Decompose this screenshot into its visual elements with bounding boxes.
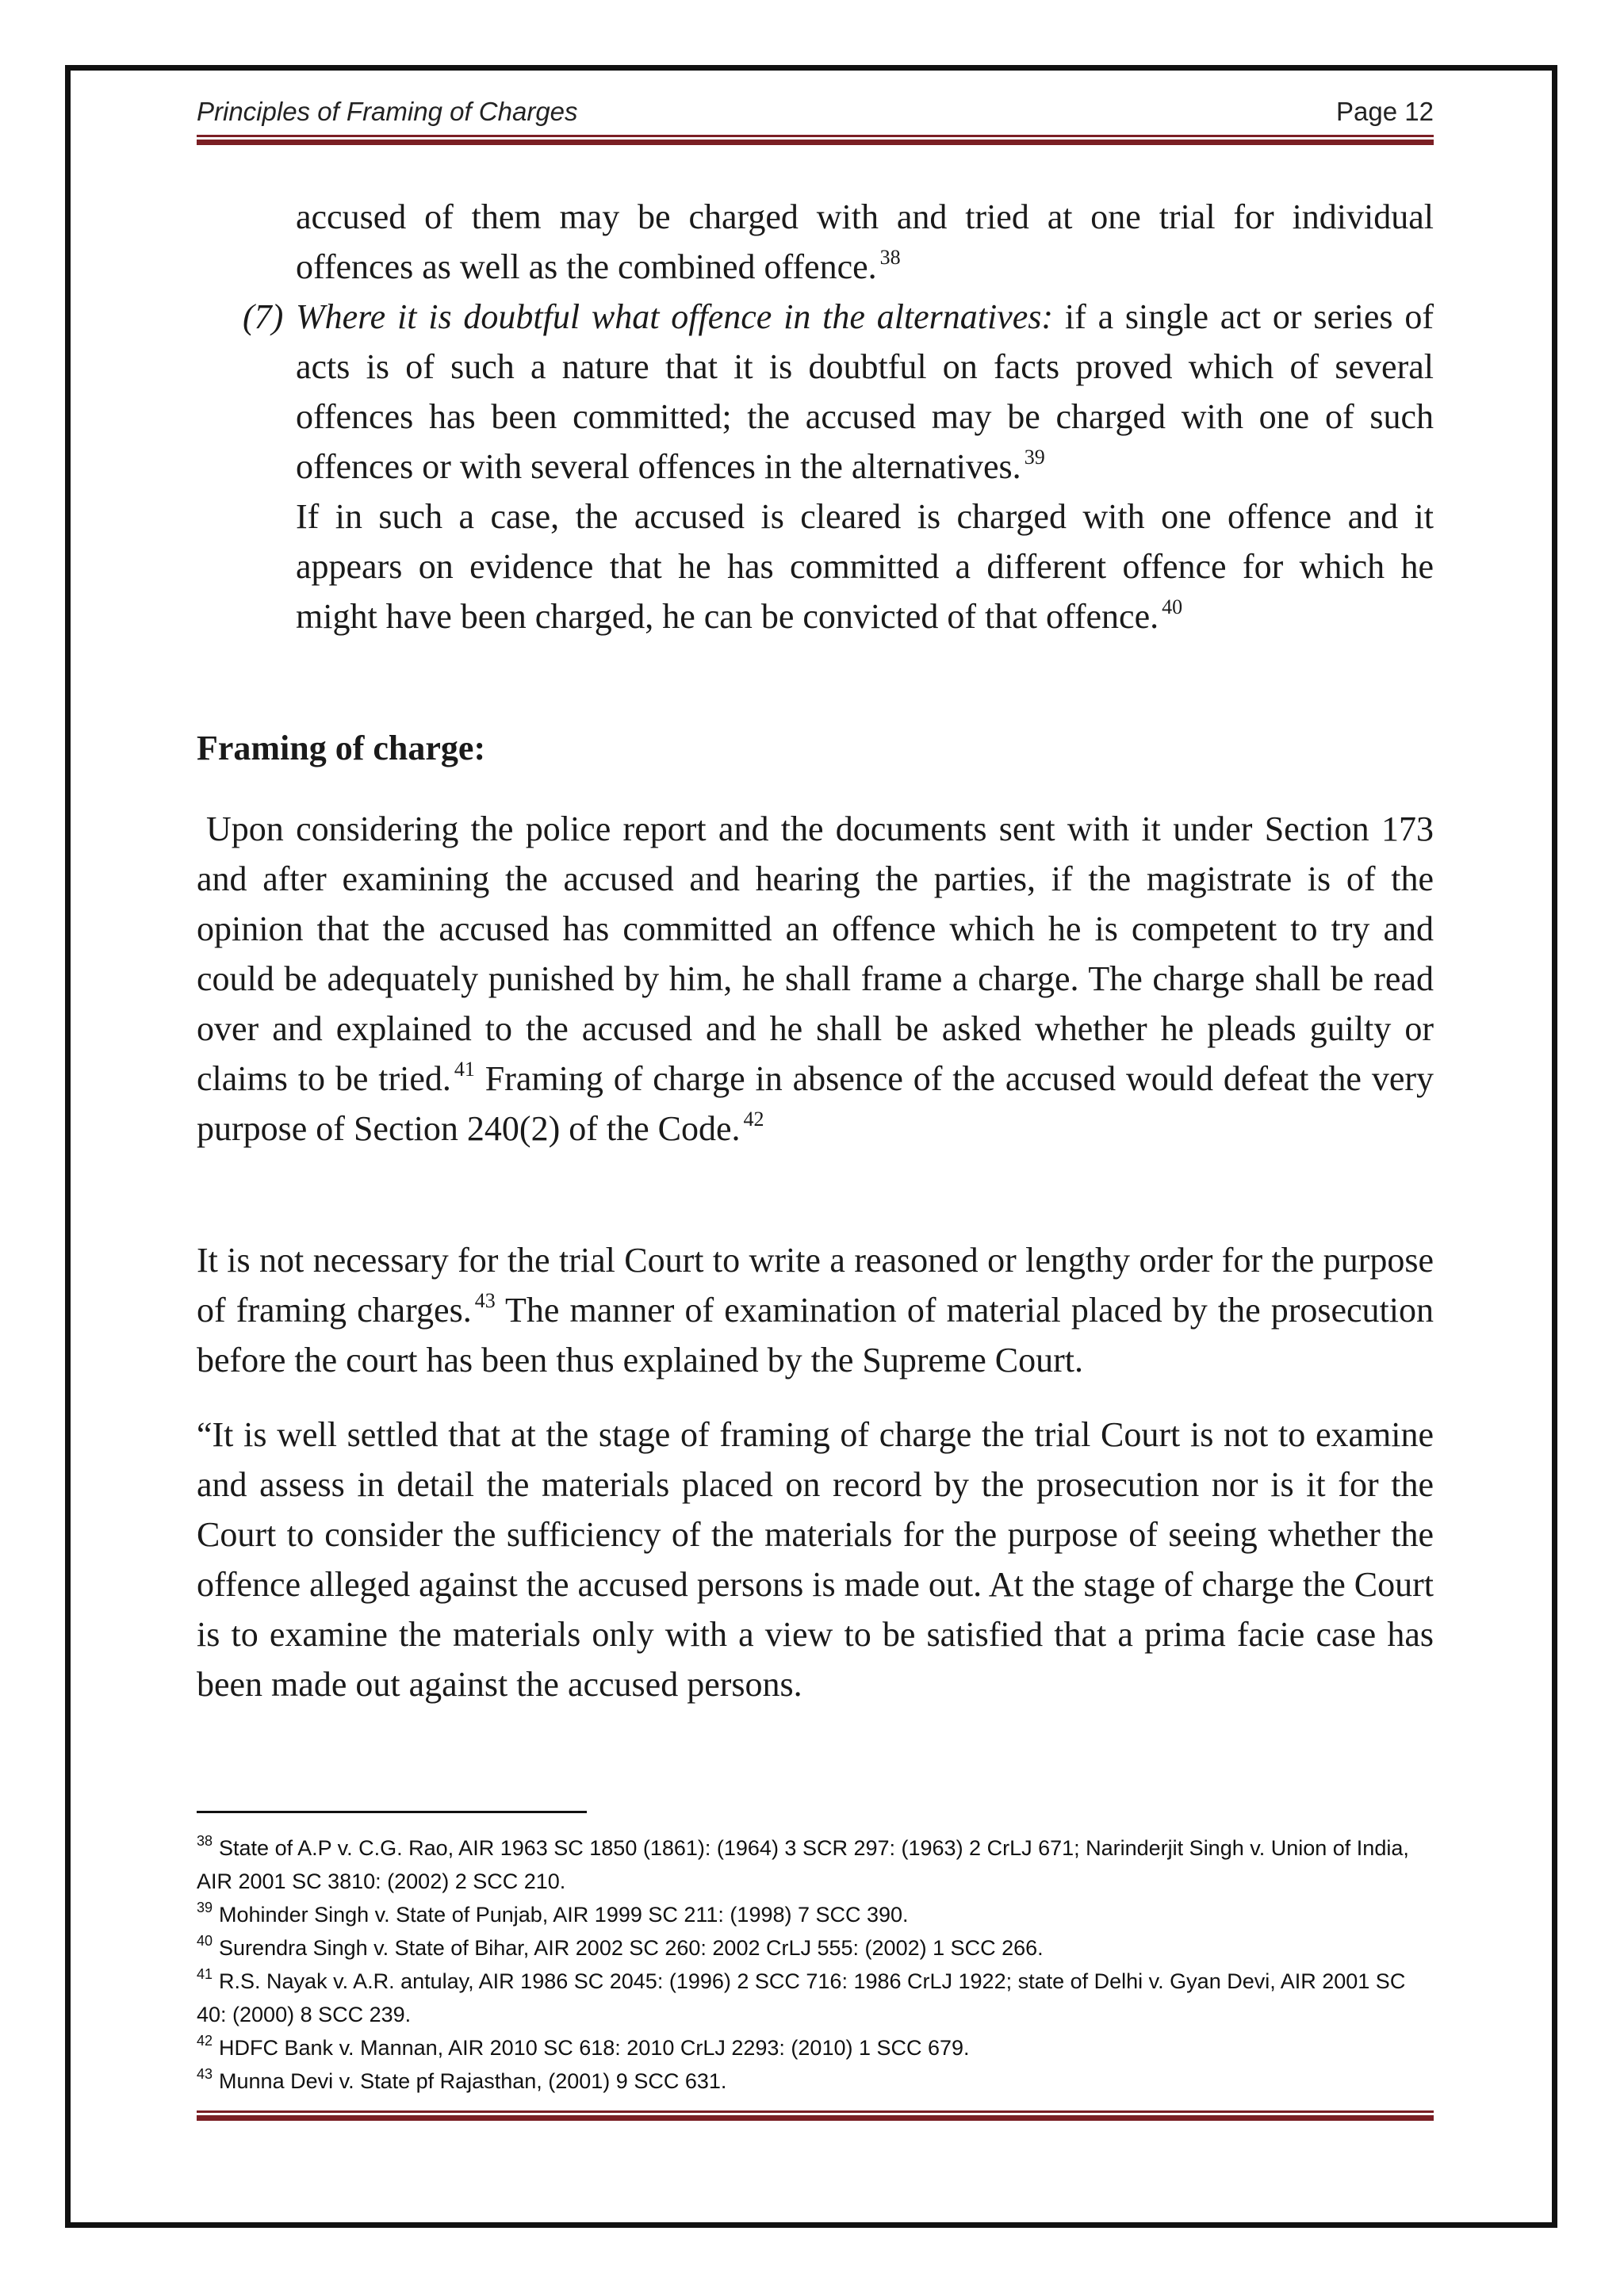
footnote: $^{42}$ HDFC Bank v. Mannan, AIR 2010 SC 618: 2010 CrLJ 2293: (2010) 1 SCC 679. (197, 2033, 970, 2060)
footer-rule (197, 2110, 1434, 2121)
paragraph-reasoned-order: It is not necessary for the trial Court to write a reasoned or lengthy order for the purpose of framing charges. $^{43}$ The manner of examination of material placed by the prosecution before the court has been thus explained by the Supreme Court. (197, 1241, 1434, 1380)
footnote-ref[interactable]: 40 (1162, 595, 1183, 618)
footnote-ref[interactable]: 39 (1024, 446, 1045, 469)
footnote-ref[interactable]: 42 (743, 1108, 764, 1131)
page-number: Page 12 (1336, 97, 1434, 126)
section-heading: Framing of charge: (197, 729, 486, 767)
footnote: $^{40}$ Surendra Singh v. State of Bihar, AIR 2002 SC 260: 2002 CrLJ 555: (2002) 1 SCC 266. (197, 1933, 1044, 1960)
footnotes (197, 1831, 1434, 2098)
footnote-ref[interactable]: 38 (879, 246, 901, 269)
paragraph-quotation: “It is well settled that at the stage of framing of charge the trial Court is not to examine and assess in detail the materials placed on record by the prosecution nor is it for the Court to consider the sufficiency of the materials for the purpose of seeing whether the offence alleged against the accused persons is made out. At the stage of charge the Court is to examine the materials only with a view to be satisfied that a prima facie case has been made out against the accused persons. (197, 1415, 1434, 1704)
header-rule (197, 135, 1434, 145)
item-number: (7) (243, 297, 284, 336)
continuation-text: accused of them may be charged with and tried at one trial for individual offences as well as the combined offence. (296, 197, 1434, 286)
footnote: $^{41}$ R.S. Nayak v. A.R. antulay, AIR 1986 SC 2045: (1996) 2 SCC 716: 1986 CrLJ 1922; state of Delhi v. Gyan Devi, AIR 2001 SC 40: (2000) 8 SCC 239. (197, 1966, 1406, 2026)
item7-paragraph (296, 292, 1434, 641)
item7-text: if a single act or series of acts is of such a nature that it is doubtful on facts proved which of several offences has been committed; the accused may be charged with one of such offences or with several offences in the alternatives. (296, 297, 1434, 486)
header-title: Principles of Framing of Charges (197, 97, 578, 126)
footnote-ref[interactable]: 41 (454, 1058, 475, 1081)
footnote: $^{39}$ Mohinder Singh v. State of Punjab, AIR 1999 SC 211: (1998) 7 SCC 390. (197, 1900, 909, 1927)
footnote-ref[interactable]: 43 (474, 1289, 496, 1312)
item7-followup: If in such a case, the accused is cleared is charged with one offence and it appears on evidence that he has committed a different offence for which he might have been charged, he can be convicted of that offence. (296, 497, 1434, 636)
footnote-separator (197, 1811, 587, 1813)
page-header (197, 94, 1434, 133)
continuation-paragraph (296, 192, 1434, 292)
footnote: $^{38}$ State of A.P v. C.G. Rao, AIR 1963 SC 1850 (1861): (1964) 3 SCR 297: (1963) 2 CrLJ 671; Narinderjit Singh v. Union of India, AIR 2001 SC 3810: (2002) 2 SCC 210. (197, 1833, 1409, 1893)
paragraph-framing: Upon considering the police report and the documents sent with it under Section 173 and after examining the accused and hearing the parties, if the magistrate is of the opinion that the accused has committed an offence which he is competent to try and could be adequately punished by him, he shall frame a charge. The charge shall be read over and explained to the accused and he shall be asked whether he pleads guilty or claims to be tried. $^{41}$ Framing of charge in absence of the accused would defeat the very purpose of Section 240(2) of the Code. $^{42}$ (197, 809, 1434, 1148)
item7-title: Where it is doubtful what offence in the alternatives: (296, 297, 1054, 336)
footnote: $^{43}$ Munna Devi v. State pf Rajasthan, (2001) 9 SCC 631. (197, 2066, 727, 2093)
